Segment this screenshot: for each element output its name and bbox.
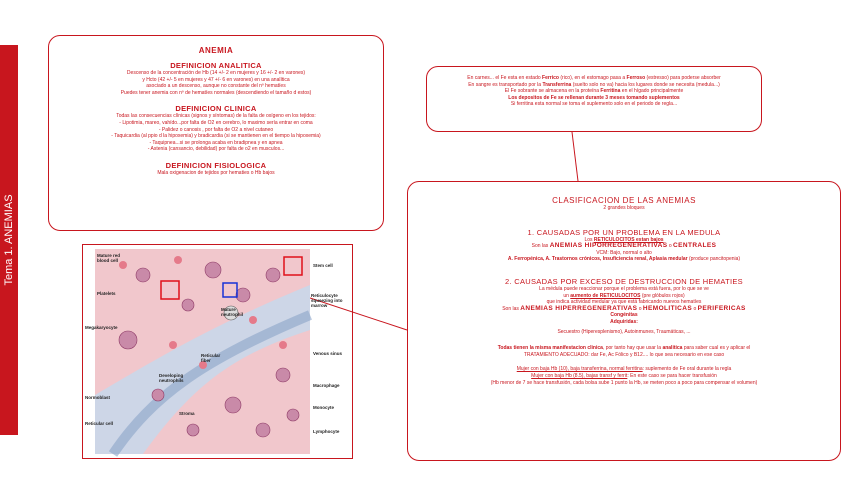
clinica-title: DEFINICION CLINICA: [175, 104, 257, 114]
group2-title: 2. CAUSADAS POR EXCESO DE DESTRUCCION DE HEMATIES: [505, 276, 743, 286]
group1-vcm: VCM: Bajo, normal o alto: [596, 249, 652, 256]
sidebar-tab: [0, 45, 18, 435]
group2-adquiridas-list: Secuestro (Hiperesplenismo), Autoinmunes, Traumáticas, ...: [557, 328, 691, 335]
anemia-definition-box: [48, 35, 384, 231]
label-reticular-fiber: Reticular fiber: [201, 353, 221, 363]
example-1: Mujer con baja Hb (10), baja transferrina, normal ferritina: suplemento de Fe oral durante la regla: [516, 366, 732, 373]
analitica-line: asociado a un descenso, aunque no constante del nº hematíes: [146, 83, 286, 90]
group2-line-2: un aumento de RETICULOCITOS (pre glóbulos rojos): [563, 292, 685, 299]
anemia-title: ANEMIA: [198, 46, 234, 55]
bone-marrow-illustration: [83, 245, 352, 458]
group1-type-line: Son las ANEMIAS HIPORREGENERATIVAS o CENTRALES: [531, 242, 717, 250]
cell: [256, 423, 270, 437]
label-normoblast: Normoblast: [85, 395, 111, 400]
red-cell: [169, 341, 177, 349]
group1-types: A. Ferropénica, A. Trastornos crónicos, Insuficiencia renal, Aplasia medular (produce pancitopenia): [507, 256, 741, 263]
classification-subtitle: 2 grandes bloques: [603, 205, 645, 211]
example-2: Mujer con baja Hb (8.5), bajas transf y ferrit: En este caso se para hacer transfusión: [531, 372, 717, 379]
clinica-line: Todas las consecuencias clínicas (signos y síntomas) de la falta de oxígeno en los tejidos:: [116, 113, 316, 120]
group2-congenitas: Congénitas: [610, 312, 638, 319]
group2-line-1: La médula puede reaccionar porque el problema está fuera, por lo que se ve: [539, 285, 709, 292]
cell: [276, 368, 290, 382]
group1-reticulocytes: Los RETICULOCITOS estan bajos: [584, 236, 664, 243]
iron-line-4: Los depositos de Fe se rellenan durante 3 meses tomando suplementos: [508, 94, 680, 101]
group2-adquiridas: Adquiridas:: [610, 318, 638, 325]
cell: [266, 268, 280, 282]
clinica-line: - Palidez o canosis , por falta de O2 a nivel cutaneo: [158, 126, 274, 133]
label-platelets: Platelets: [97, 291, 116, 296]
fisiologica-title: DEFINICION FISIOLOGICA: [165, 160, 267, 170]
red-cell: [279, 341, 287, 349]
cell: [136, 268, 150, 282]
group2-type-line: Son las ANEMIAS HIPERREGENERATIVAS o HEMOLITICAS o PERIFERICAS: [502, 304, 746, 312]
iron-line-1: En carnes... el Fe esta en estado Ferrico (rico), en el estomago pasa a Ferroso (estresso) para poderse absorber: [467, 75, 721, 81]
analitica-title: DEFINICION ANALITICA: [170, 61, 262, 70]
label-monocyte: Monocyte: [313, 405, 335, 410]
cell: [152, 389, 164, 401]
analitica-line: Descenso de la concentración de Hb (14 +/- 2 en mujeres y 16 +/- 2 en varones): [126, 70, 306, 76]
clinica-line: - Taquicardia (al ppio d la hipoxemia) y bradicardia (si se mantienen en el tiempo la hipoxemia): [111, 133, 321, 140]
todas-line-1: Todas tienen la misma manifestacion clinica, por tanto hay que usar la analitica para saber cual es y aplicar el: [497, 345, 751, 352]
label-reticulocyte: Reticulocyte squeezing into marrow: [311, 293, 343, 308]
red-cell: [249, 316, 257, 324]
fisiologica-line: Mala oxigenacion de tejidos por hematies o Hb bajos: [157, 169, 275, 176]
iron-info-box: [426, 66, 762, 132]
example-3: (Hb menor de 7 se hace transfusión, cada bolsa sube 1 punto la Hb, se meten poco a poco para compensar el volumen): [490, 379, 758, 386]
label-developing-neutrophils: Developing neutrophils: [159, 373, 184, 383]
cell: [225, 397, 241, 413]
clinica-line: - Astenia (cansancio, debilidad) por falta de o2 en musculos...: [147, 146, 285, 153]
iron-line-2: En sangre es transportado por la Transferrina (suelto solo no va) hacia los lugares donde se necesita (medula...): [468, 81, 720, 88]
classification-title: CLASIFICACION DE LAS ANEMIAS: [552, 196, 696, 205]
analitica-line: y Hcto (42 +/- 5 en mujeres y 47 +/- 6 en varones) en una analítica: [142, 76, 290, 83]
label-stem-cell: Stem cell: [313, 263, 333, 268]
group1-title: 1. CAUSADAS POR UN PROBLEMA EN LA MEDULA: [527, 227, 721, 237]
iron-line-3: El Fe sobrante se almacena en la proteína Ferritina en el hígado principalmente: [504, 88, 684, 95]
label-mature-rbc: Mature red blood cell: [97, 253, 121, 263]
label-lymphocyte: Lymphocyte: [313, 429, 340, 434]
label-megakaryocyte: Megakaryocyte: [85, 325, 118, 330]
cell: [187, 424, 199, 436]
sidebar-label: Tema 1. ANEMIAS: [3, 194, 15, 286]
label-reticular-cell: Reticular cell: [85, 421, 114, 426]
bone-marrow-figure: [82, 244, 353, 459]
red-cell: [174, 256, 182, 264]
label-macrophage: Macrophage: [313, 383, 340, 388]
label-stroma: Stroma: [179, 411, 195, 416]
cell: [205, 262, 221, 278]
todas-line-2: TRATAMIENTO ADECUADO: dar Fe, Ac Fólico y B12.... lo que sea necesario en ese caso: [523, 351, 725, 358]
group2-line-3: que indica actividad medular ya que está fabricando nuevos hematíes: [546, 299, 702, 306]
cell: [236, 288, 250, 302]
iron-line-5: Si ferritina esta normal se toma el suplemento solo en el periodo de regla...: [510, 101, 678, 108]
label-mature-neutrophil: Mature neutrophil: [221, 307, 243, 317]
label-venous-sinus: Venous sinus: [313, 351, 343, 356]
classification-box: [407, 181, 841, 461]
clinica-line: - Lipotimia, mareo, vahído...por falta de O2 en cerebro, lo maximo sería entrar en coma: [119, 119, 313, 126]
cell: [119, 331, 137, 349]
clinica-line: - Taquipnea...si se prolonga acaba en bradipnea y en apnea: [149, 139, 283, 146]
cell: [182, 299, 194, 311]
cell: [287, 409, 299, 421]
analitica-line: Puedes tener anemia con nº de hematíes normales (descendiendo el tamaño d estos): [120, 89, 312, 96]
connector-iron-to-classification: [572, 132, 578, 181]
